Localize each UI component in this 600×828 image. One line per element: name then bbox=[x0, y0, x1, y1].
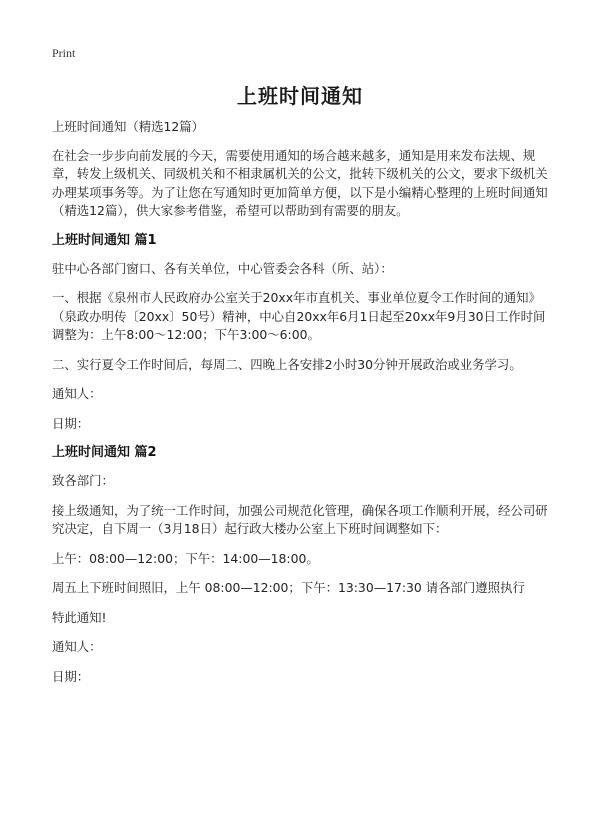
section-2-date: 日期： bbox=[52, 668, 90, 684]
section-2-addressee: 致各部门： bbox=[52, 473, 114, 488]
section-1-date: 日期： bbox=[52, 415, 90, 431]
section-2-friday-schedule: 周五上下班时间照旧，上午 08:00—12:00；下午：13:30—17:30 请各部门遵照执行 bbox=[52, 580, 525, 595]
section-2-notifier: 通知人： bbox=[52, 639, 102, 654]
section-1-item-2: 二、实行夏令工作时间后，每周二、四晚上各安排2小时30分钟开展政治或业务学习。 bbox=[52, 356, 522, 372]
print-link[interactable]: Print bbox=[52, 46, 76, 60]
section-1-item-1: 一、根据《泉州市人民政府办公室关于20xx年市直机关、事业单位夏令工作时间的通知》（泉政办明传〔20xx〕50号）精神，中心自20xx年6月1日起至20xx年9月30日工作时间调整为：上午8:00～12:00；下午3:00～6:00。 bbox=[52, 290, 546, 342]
document-body bbox=[52, 118, 550, 697]
intro-paragraph: 在社会一步步向前发展的今天，需要使用通知的场合越来越多，通知是用来发布法规、规章，转发上级机关、同级机关和不相隶属机关的公文，批转下级机关的公文，要求下级机关办理某项事务等。为了让您在写通知时更加简单方便，以下是小编精心整理的上班时间通知（精选12篇），供大家参考借鉴，希望可以帮助到有需要的朋友。 bbox=[52, 147, 548, 218]
section-2-closing: 特此通知! bbox=[52, 609, 107, 625]
section-2-body: 接上级通知，为了统一工作时间，加强公司规范化管理，确保各项工作顺利开展，经公司研究决定，自下周一（3月18日）起行政大楼办公室上下班时间调整如下： bbox=[52, 502, 548, 536]
section-heading-1: 上班时间通知 篇1 bbox=[52, 232, 157, 248]
page-title: 上班时间通知 bbox=[237, 84, 363, 108]
document-subtitle: 上班时间通知（精选12篇） bbox=[52, 119, 205, 134]
section-2-schedule: 上午：08:00—12:00；下午：14:00—18:00。 bbox=[52, 550, 319, 566]
section-1-notifier: 通知人： bbox=[52, 386, 102, 401]
section-1-addressee: 驻中心各部门窗口、各有关单位，中心管委会各科（所、站）： bbox=[52, 260, 393, 276]
section-heading-2: 上班时间通知 篇2 bbox=[52, 445, 157, 460]
